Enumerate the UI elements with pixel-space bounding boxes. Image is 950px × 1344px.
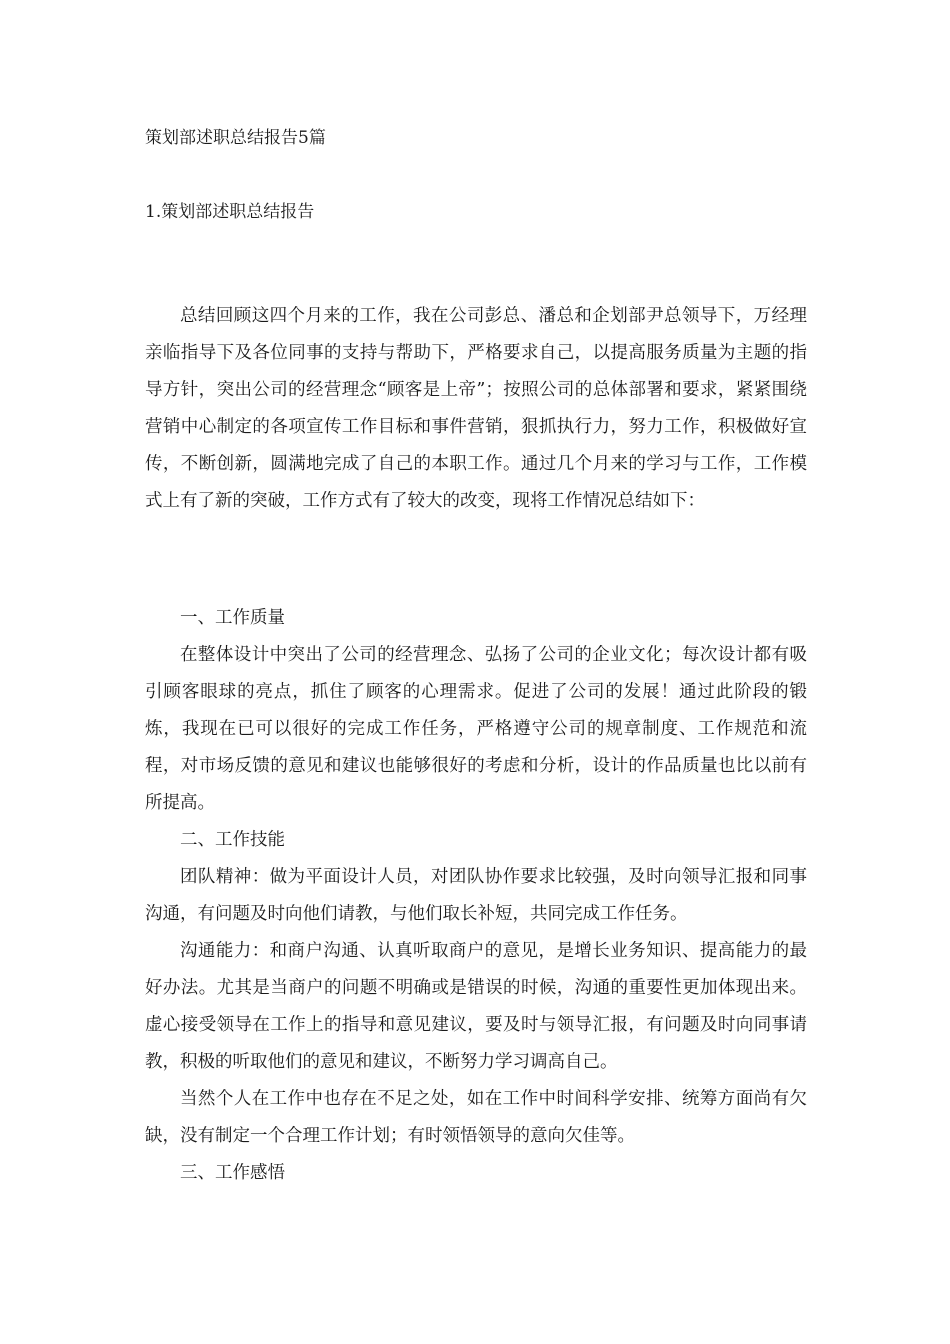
section1-paragraph: 在整体设计中突出了公司的经营理念、弘扬了公司的企业文化；每次设计都有吸引顾客眼球的亮点，抓住了顾客的心理需求。促进了公司的发展！通过此阶段的锻炼，我现在已可以很好的完成工作任务，严格遵守公司的规章制度、工作规范和流程，对市场反馈的意见和建议也能够很好的考虑和分析，设计的作品质量也比以前有所提高。 bbox=[145, 645, 807, 813]
section2-heading: 二、工作技能 bbox=[180, 830, 285, 850]
section2-communication-paragraph: 沟通能力：和商户沟通、认真听取商户的意见，是增长业务知识、提高能力的最好办法。尤其是当商户的问题不明确或是错误的时候，沟通的重要性更加体现出来。虚心接受领导在工作上的指导和意见建议，要及时与领导汇报，有问题及时向同事请教，积极的听取他们的意见和建议，不断努力学习调高自己。 bbox=[145, 941, 807, 1072]
intro-section bbox=[145, 298, 807, 520]
main-sections bbox=[145, 600, 807, 1192]
report-subtitle: 1.策划部述职总结报告 bbox=[145, 202, 315, 222]
section2-shortcomings-paragraph: 当然个人在工作中也存在不足之处，如在工作中时间科学安排、统筹方面尚有欠缺，没有制定一个合理工作计划；有时领悟领导的意向欠佳等。 bbox=[145, 1089, 807, 1146]
document-title: 策划部述职总结报告5篇 bbox=[145, 128, 326, 148]
intro-paragraph: 总结回顾这四个月来的工作，我在公司彭总、潘总和企划部尹总领导下，万经理亲临指导下及各位同事的支持与帮助下，严格要求自己，以提高服务质量为主题的指导方针，突出公司的经营理念“顾客是上帝”；按照公司的总体部署和要求，紧紧围绕营销中心制定的各项宣传工作目标和事件营销，狠抓执行力，努力工作，积极做好宣传，不断创新，圆满地完成了自己的本职工作。通过几个月来的学习与工作，工作模式上有了新的突破，工作方式有了较大的改变，现将工作情况总结如下： bbox=[145, 306, 807, 511]
section3-heading: 三、工作感悟 bbox=[180, 1163, 285, 1183]
section2-team-paragraph: 团队精神：做为平面设计人员，对团队协作要求比较强，及时向领导汇报和同事沟通，有问题及时向他们请教，与他们取长补短，共同完成工作任务。 bbox=[145, 867, 807, 924]
section1-heading: 一、工作质量 bbox=[180, 608, 285, 628]
